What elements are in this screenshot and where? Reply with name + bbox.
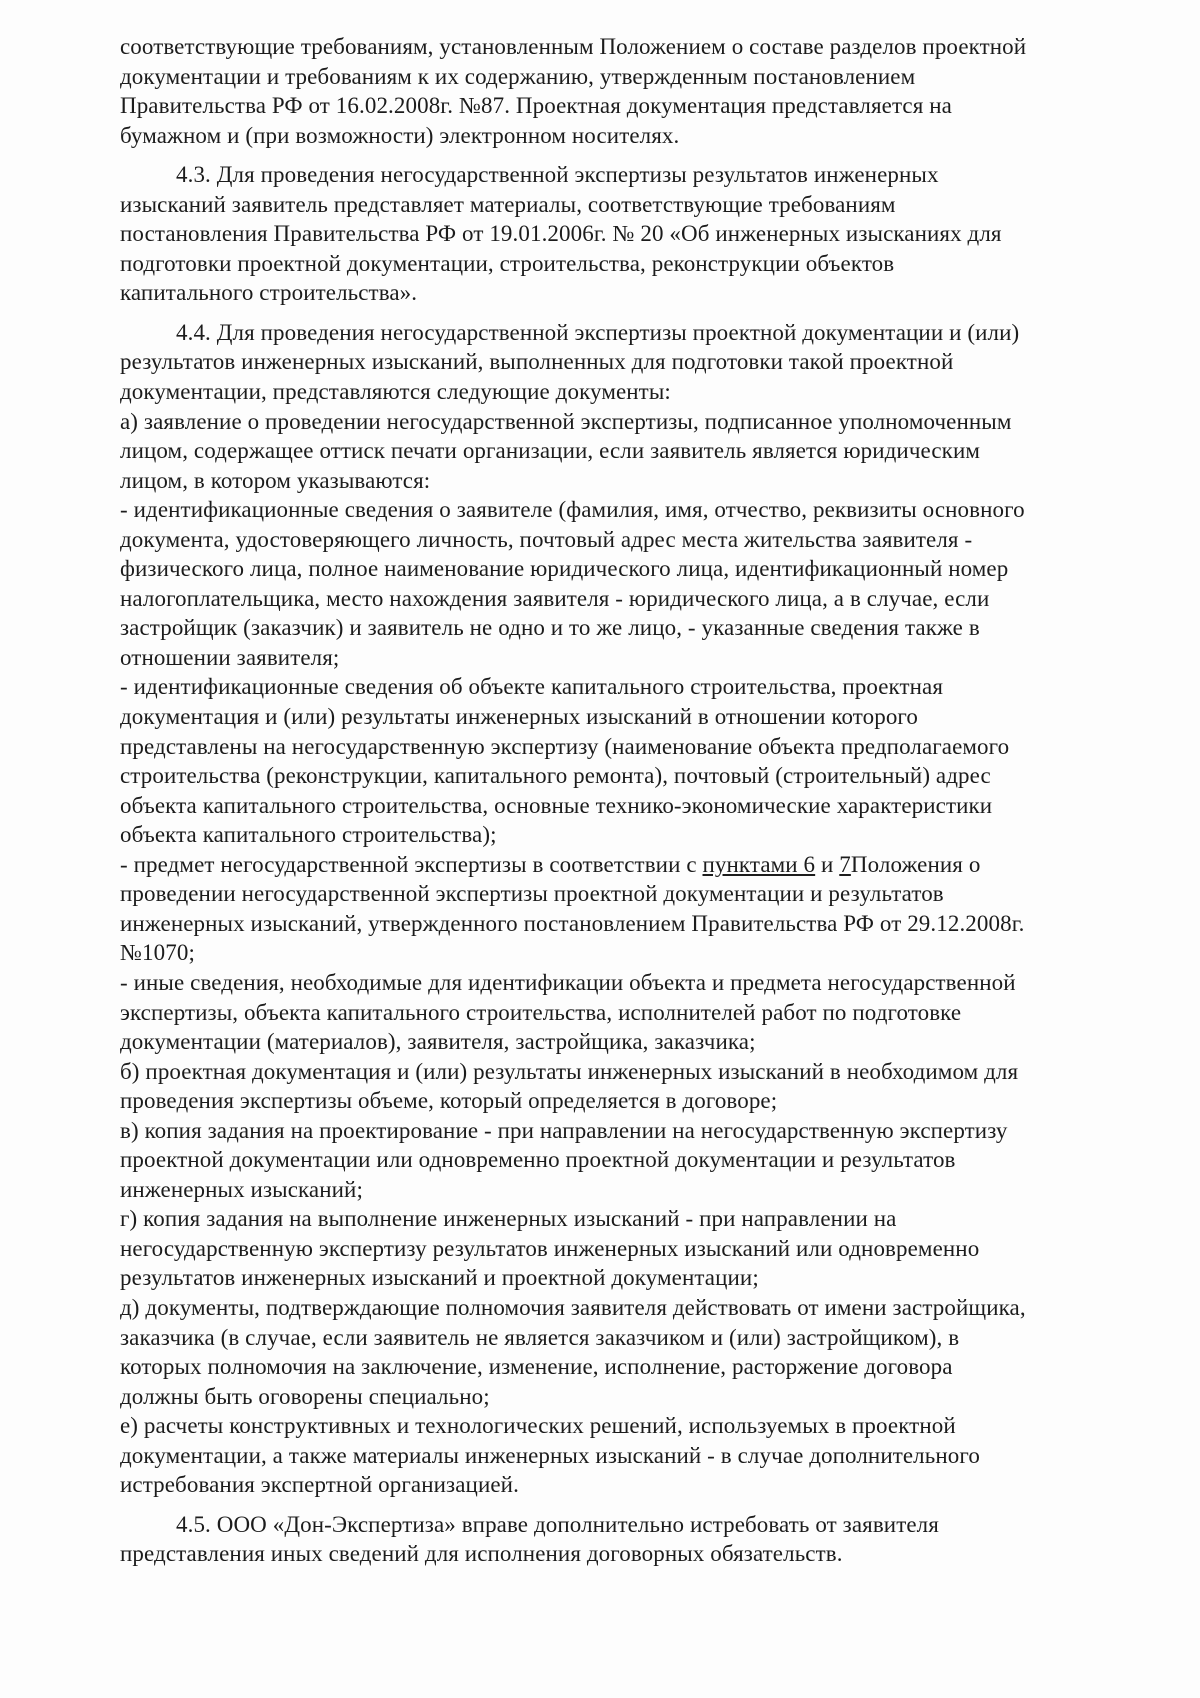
text-line: 4.3. Для проведения негосударственной экспертизы результатов инженерных	[176, 162, 939, 188]
text-line: объекта капитального строительства);	[120, 822, 497, 848]
text-line: негосударственную экспертизу результатов инженерных изысканий или одновременно	[120, 1235, 980, 1261]
text-line: б) проектная документация и (или) результаты инженерных изысканий в необходимом для	[120, 1058, 1019, 1084]
text-line: изысканий заявитель представляет материалы, соответствующие требованиям	[120, 191, 896, 217]
text-line: инженерных изысканий;	[120, 1176, 363, 1202]
paragraph-gap	[120, 308, 1165, 318]
text-line: результатов инженерных изысканий и проектной документации;	[120, 1265, 759, 1291]
text-line: капитального строительства».	[120, 280, 418, 306]
text-line: Правительства РФ от 16.02.2008г. №87. Проектная документация представляется на	[120, 93, 952, 119]
text-line: е) расчеты конструктивных и технологических решений, используемых в проектной	[120, 1413, 956, 1439]
text-line: проектной документации или одновременно проектной документации и результатов	[120, 1147, 956, 1173]
text-line: результатов инженерных изысканий, выполненных для подготовки такой проектной	[120, 349, 954, 375]
text-line: подготовки проектной документации, строительства, реконструкции объектов	[120, 250, 895, 276]
link-point-7[interactable]: 7	[839, 851, 851, 877]
text-line: которых полномочия на заключение, изменение, исполнение, расторжение договора	[120, 1354, 953, 1380]
text-line: д) документы, подтверждающие полномочия заявителя действовать от имени застройщика,	[120, 1294, 1026, 1320]
text-line: а) заявление о проведении негосударственной экспертизы, подписанное уполномоченным	[120, 408, 1012, 434]
text-line: инженерных изысканий, утвержденного постановлением Правительства РФ от 29.12.2008г.	[120, 910, 1025, 936]
text-line: проведении негосударственной экспертизы проектной документации и результатов	[120, 881, 944, 907]
text-line: проведения экспертизы объеме, который определяется в договоре;	[120, 1088, 778, 1114]
text-line: экспертизы, объекта капитального строительства, исполнителей работ по подготовке	[120, 999, 962, 1025]
text-line: документации, а также материалы инженерных изысканий - в случае дополнительного	[120, 1442, 980, 1468]
text-line: объекта капитального строительства, основные технико-экономические характеристики	[120, 792, 993, 818]
paragraph-gap	[120, 1500, 1165, 1510]
text-line: физического лица, полное наименование юридического лица, идентификационный номер	[120, 556, 1009, 582]
text-line: - идентификационные сведения об объекте капитального строительства, проектная	[120, 674, 944, 700]
text-line: документация и (или) результаты инженерных изысканий в отношении которого	[120, 704, 918, 730]
text-line: представлены на негосударственную экспертизу (наименование объекта предполагаемого	[120, 733, 1010, 759]
text-line: застройщик (заказчик) и заявитель не одно и то же лицо, - указанные сведения также в	[120, 615, 980, 641]
text-line: налогоплательщика, место нахождения заявителя - юридического лица, а в случае, если	[120, 585, 990, 611]
text-line: №1070;	[120, 940, 195, 966]
text-line: документации (материалов), заявителя, застройщика, заказчика;	[120, 1029, 756, 1055]
text-segment: - предмет негосударственной экспертизы в соответствии с	[120, 851, 703, 877]
text-line: - идентификационные сведения о заявителе (фамилия, имя, отчество, реквизиты основного	[120, 497, 1025, 523]
text-line: документа, удостоверяющего личность, почтовый адрес места жительства заявителя -	[120, 526, 973, 552]
text-line: 4.5. ООО «Дон-Экспертиза» вправе дополнительно истребовать от заявителя	[176, 1511, 939, 1537]
text-line: должны быть оговорены специально;	[120, 1383, 490, 1409]
text-line: постановления Правительства РФ от 19.01.2006г. № 20 «Об инженерных изысканиях для	[120, 221, 1002, 247]
text-line-subject	[120, 850, 1165, 880]
text-line: представления иных сведений для исполнения договорных обязательств.	[120, 1541, 843, 1567]
text-line: строительства (реконструкции, капитального ремонта), почтовый (строительный) адрес	[120, 763, 991, 789]
text-segment: и	[815, 851, 840, 877]
paragraph-4-5	[120, 1510, 1165, 1569]
paragraph-4-4	[120, 318, 1165, 1500]
text-line: отношении заявителя;	[120, 644, 340, 670]
paragraph-4-3	[120, 160, 1165, 308]
text-line: истребования экспертной организацией.	[120, 1472, 519, 1498]
text-segment: Положения о	[850, 851, 981, 877]
text-line: бумажном и (при возможности) электронном носителях.	[120, 122, 680, 148]
text-line: лицом, содержащее оттиск печати организации, если заявитель является юридическим	[120, 438, 981, 464]
link-points-6[interactable]: пунктами 6	[702, 851, 816, 877]
text-line: - иные сведения, необходимые для идентификации объекта и предмета негосударственной	[120, 969, 1016, 995]
paragraph-4-2-continuation	[120, 32, 1165, 150]
text-line: г) копия задания на выполнение инженерных изысканий - при направлении на	[120, 1206, 897, 1232]
text-line: соответствующие требованиям, установленным Положением о составе разделов проектной	[120, 34, 1027, 59]
text-line: в) копия задания на проектирование - при направлении на негосударственную экспертизу	[120, 1117, 1008, 1143]
text-line: заказчика (в случае, если заявитель не является заказчиком и (или) застройщиком), в	[120, 1324, 960, 1350]
text-line: документации, представляются следующие документы:	[120, 379, 671, 405]
paragraph-gap	[120, 150, 1165, 160]
text-line: 4.4. Для проведения негосударственной экспертизы проектной документации и (или)	[176, 319, 1020, 345]
text-line: лицом, в котором указываются:	[120, 467, 431, 493]
text-line: документации и требованиям к их содержанию, утвержденным постановлением	[120, 63, 916, 89]
document-body	[120, 32, 1165, 1569]
